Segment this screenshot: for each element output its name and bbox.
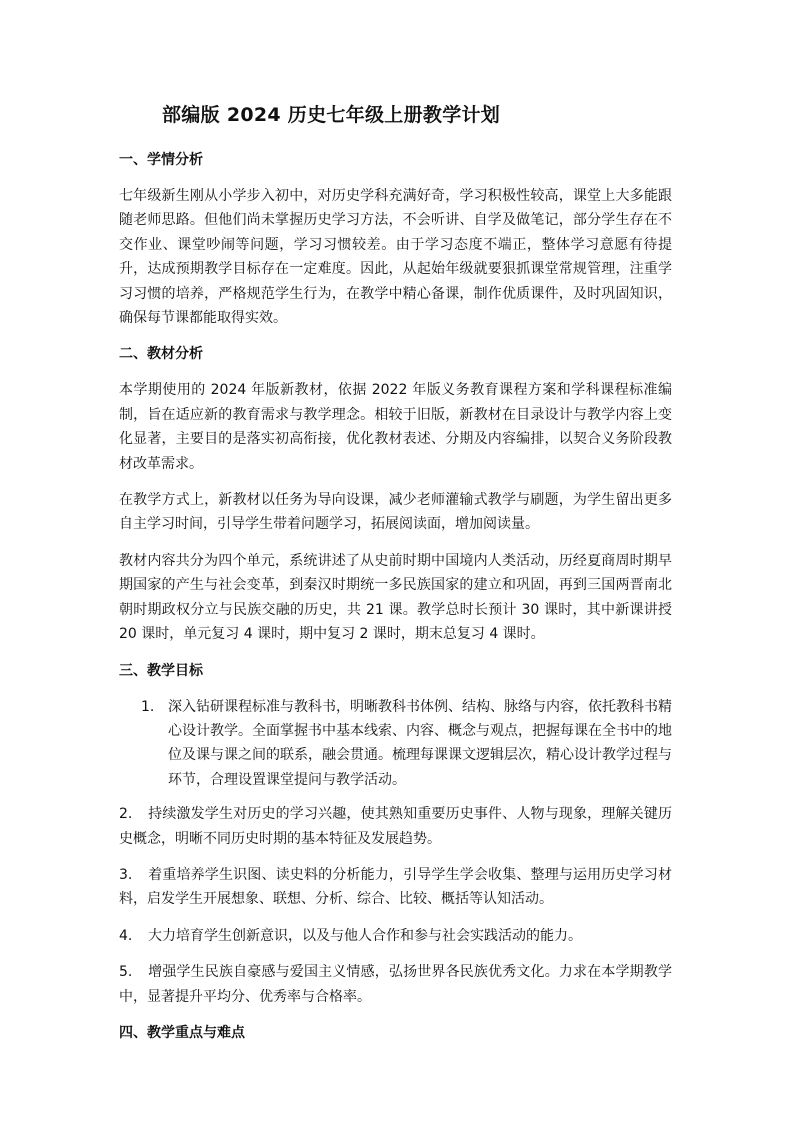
- section-heading: 一、学情分析: [119, 152, 203, 168]
- list-item: [119, 960, 672, 1009]
- paragraph: 教材内容共分为四个单元，系统讲述了从史前时期中国境内人类活动，历经夏商周时期早期国家的产生与社会变革，到秦汉时期统一多民族国家的建立和巩固，再到三国两晋南北朝时期政权分立与民族交融的历史，共 21 课。教学总时长预计 30 课时，其中新课讲授 20 课时，单元复习 4 课时，期中复习 2 课时，期末总复习 4 课时。: [119, 552, 672, 643]
- section-heading: 四、教学重点与难点: [119, 1024, 245, 1041]
- list-item: [119, 802, 672, 851]
- section-heading: 三、教学目标: [119, 662, 203, 679]
- list-item-text: 大力培育学生创新意识，以及与他人合作和参与社会实践活动的能力。: [148, 927, 582, 944]
- list-item-text: 深入钻研课程标准与教科书，明晰教科书体例、结构、脉络与内容，依托教科书精心设计教学。全面掌握书中基本线索、内容、概念与观点，把握每课在全书中的地位及课与课之间的联系，融会贯通。梳理每课课文逻辑层次，精心设计教学过程与环节，合理设置课堂提问与教学活动。: [168, 698, 672, 788]
- list-item-number: 2.: [119, 806, 133, 823]
- paragraph: 在教学方式上，新教材以任务为导向设课，减少老师灌输式教学与刷题，为学生留出更多自主学习时间，引导学生带着问题学习，拓展阅读面，增加阅读量。: [119, 492, 672, 533]
- section-heading: 二、教材分析: [119, 346, 203, 363]
- paragraph: 本学期使用的 2024 年版新教材，依据 2022 年版义务教育课程方案和学科课程标准编制，旨在适应新的教育需求与教学理念。相较于旧版，新教材在目录设计与教学内容上变化显著，主要目的是落实初高衔接，优化教材表述、分期及内容编排，以契合义务阶段教材改革需求。: [119, 382, 672, 472]
- paragraph: 七年级新生刚从小学步入初中，对历史学科充满好奇，学习积极性较高，课堂上大多能跟随老师思路。但他们尚未掌握历史学习方法，不会听讲、自学及做笔记，部分学生存在不交作业、课堂吵闹等问题，学习习惯较差。由于学习态度不端正，整体学习意愿有待提升，达成预期教学目标存在一定难度。因此，从起始年级就要狠抓课堂常规管理，注重学习习惯的培养，严格规范学生行为，在教学中精心备课，制作优质课件，及时巩固知识，确保每节课都能取得实效。: [119, 188, 672, 327]
- list-item-number: 1.: [141, 698, 155, 715]
- list-item-number: 5.: [119, 964, 133, 981]
- list-item-text: 持续激发学生对历史的学习兴趣，使其熟知重要历史事件、人物与现象，理解关键历史概念，明晰不同历史时期的基本特征及发展趋势。: [119, 806, 672, 847]
- list-item: [141, 695, 672, 793]
- list-item: [119, 924, 672, 948]
- list-item-text: 增强学生民族自豪感与爱国主义情感，弘扬世界各民族优秀文化。力求在本学期教学中，显著提升平均分、优秀率与合格率。: [119, 964, 672, 1005]
- document-body: [119, 148, 672, 1057]
- list-item-text: 着重培养学生识图、读史料的分析能力，引导学生学会收集、整理与运用历史学习材料，启发学生开展想象、联想、分析、综合、比较、概括等认知活动。: [119, 866, 672, 908]
- document-title: 部编版 2024 历史七年级上册教学计划: [162, 104, 501, 126]
- list-item-number: 4.: [119, 927, 133, 944]
- list-item-number: 3.: [119, 866, 133, 883]
- list-item: [119, 863, 672, 912]
